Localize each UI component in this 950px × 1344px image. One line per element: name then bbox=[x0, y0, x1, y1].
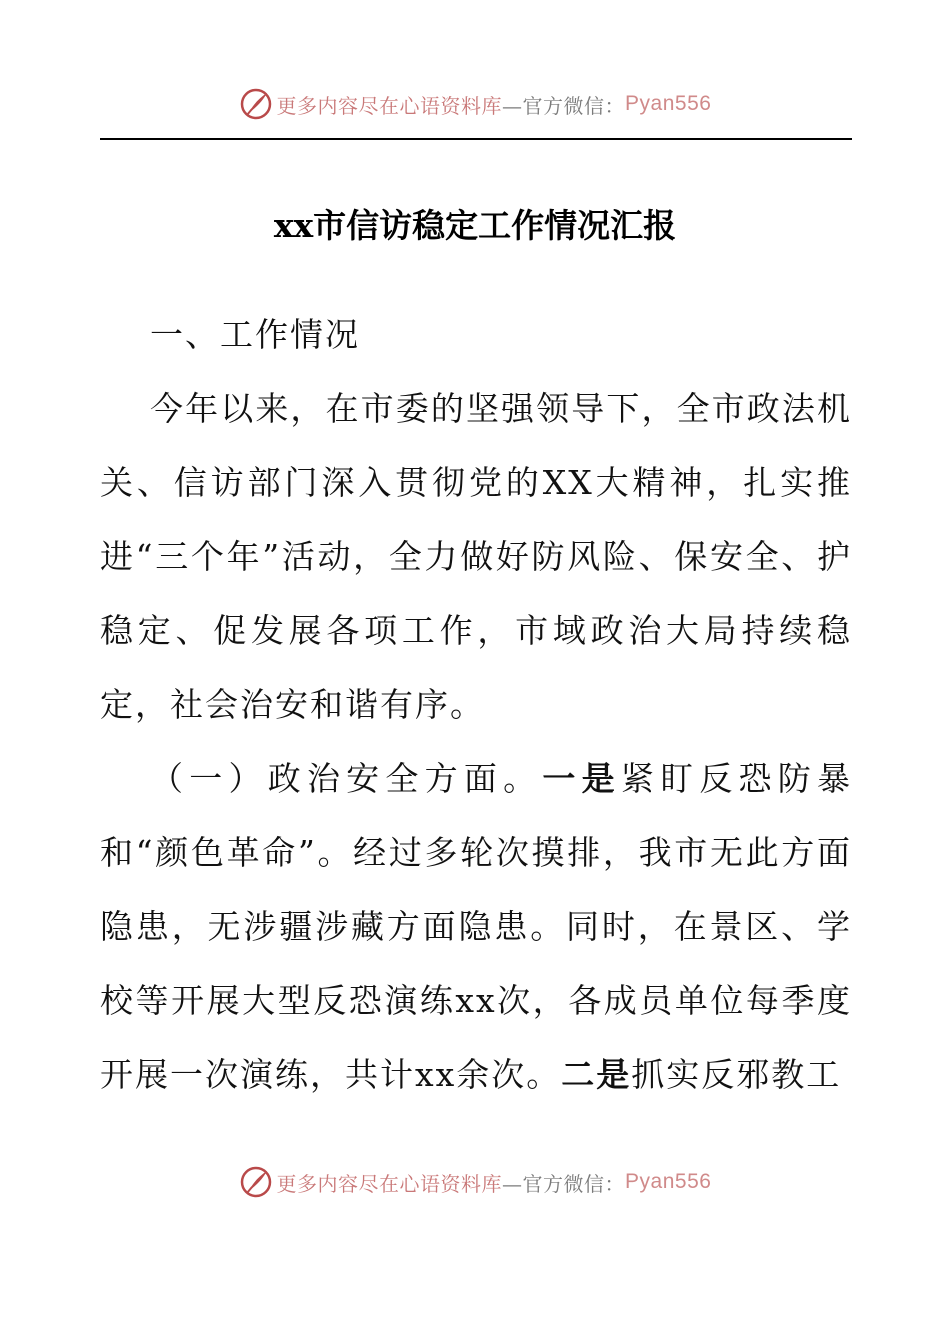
feather-pen-logo-icon bbox=[239, 1165, 273, 1199]
point-two-marker: 二是 bbox=[561, 1055, 632, 1094]
document-title: xx市信访稳定工作情况汇报 bbox=[273, 206, 677, 245]
subsection-label: （一）政治安全方面。 bbox=[150, 759, 543, 798]
footer-banner bbox=[0, 1162, 950, 1202]
footer-site-text: 更多内容尽在心语资料库 bbox=[276, 1171, 503, 1196]
point-one-marker: 一是 bbox=[542, 759, 621, 798]
point-two-text: 抓实反邪教工 bbox=[631, 1055, 842, 1094]
header-wechat-text: —官方微信： bbox=[502, 93, 626, 118]
footer-wechat-text: —官方微信： bbox=[502, 1171, 626, 1196]
feather-pen-logo-icon bbox=[239, 87, 273, 121]
point-one-text: 紧盯反恐防暴和“颜色革命”。经过多轮次摸排，我市无此方面隐患，无涉疆涉藏方面隐患。同时，在景区、学校等开展大型反恐演练xx次，各成员单位每季度开展一次演练，共计xx余次。 bbox=[100, 759, 853, 1094]
header-divider bbox=[100, 138, 852, 140]
subsection-paragraph bbox=[100, 742, 852, 1112]
section-heading: 一、工作情况 bbox=[150, 315, 360, 354]
header-banner bbox=[0, 84, 950, 124]
intro-paragraph: 今年以来，在市委的坚强领导下，全市政法机关、信访部门深入贯彻党的XX大精神，扎实推进“三个年”活动，全力做好防风险、保安全、护稳定、促发展各项工作，市域政治大局持续稳定，社会治安和谐有序。 bbox=[100, 389, 852, 724]
header-site-text: 更多内容尽在心语资料库 bbox=[276, 93, 503, 118]
document-body bbox=[100, 298, 852, 1112]
footer-account: Pyan556 bbox=[625, 1170, 712, 1193]
header-account: Pyan556 bbox=[625, 92, 712, 115]
